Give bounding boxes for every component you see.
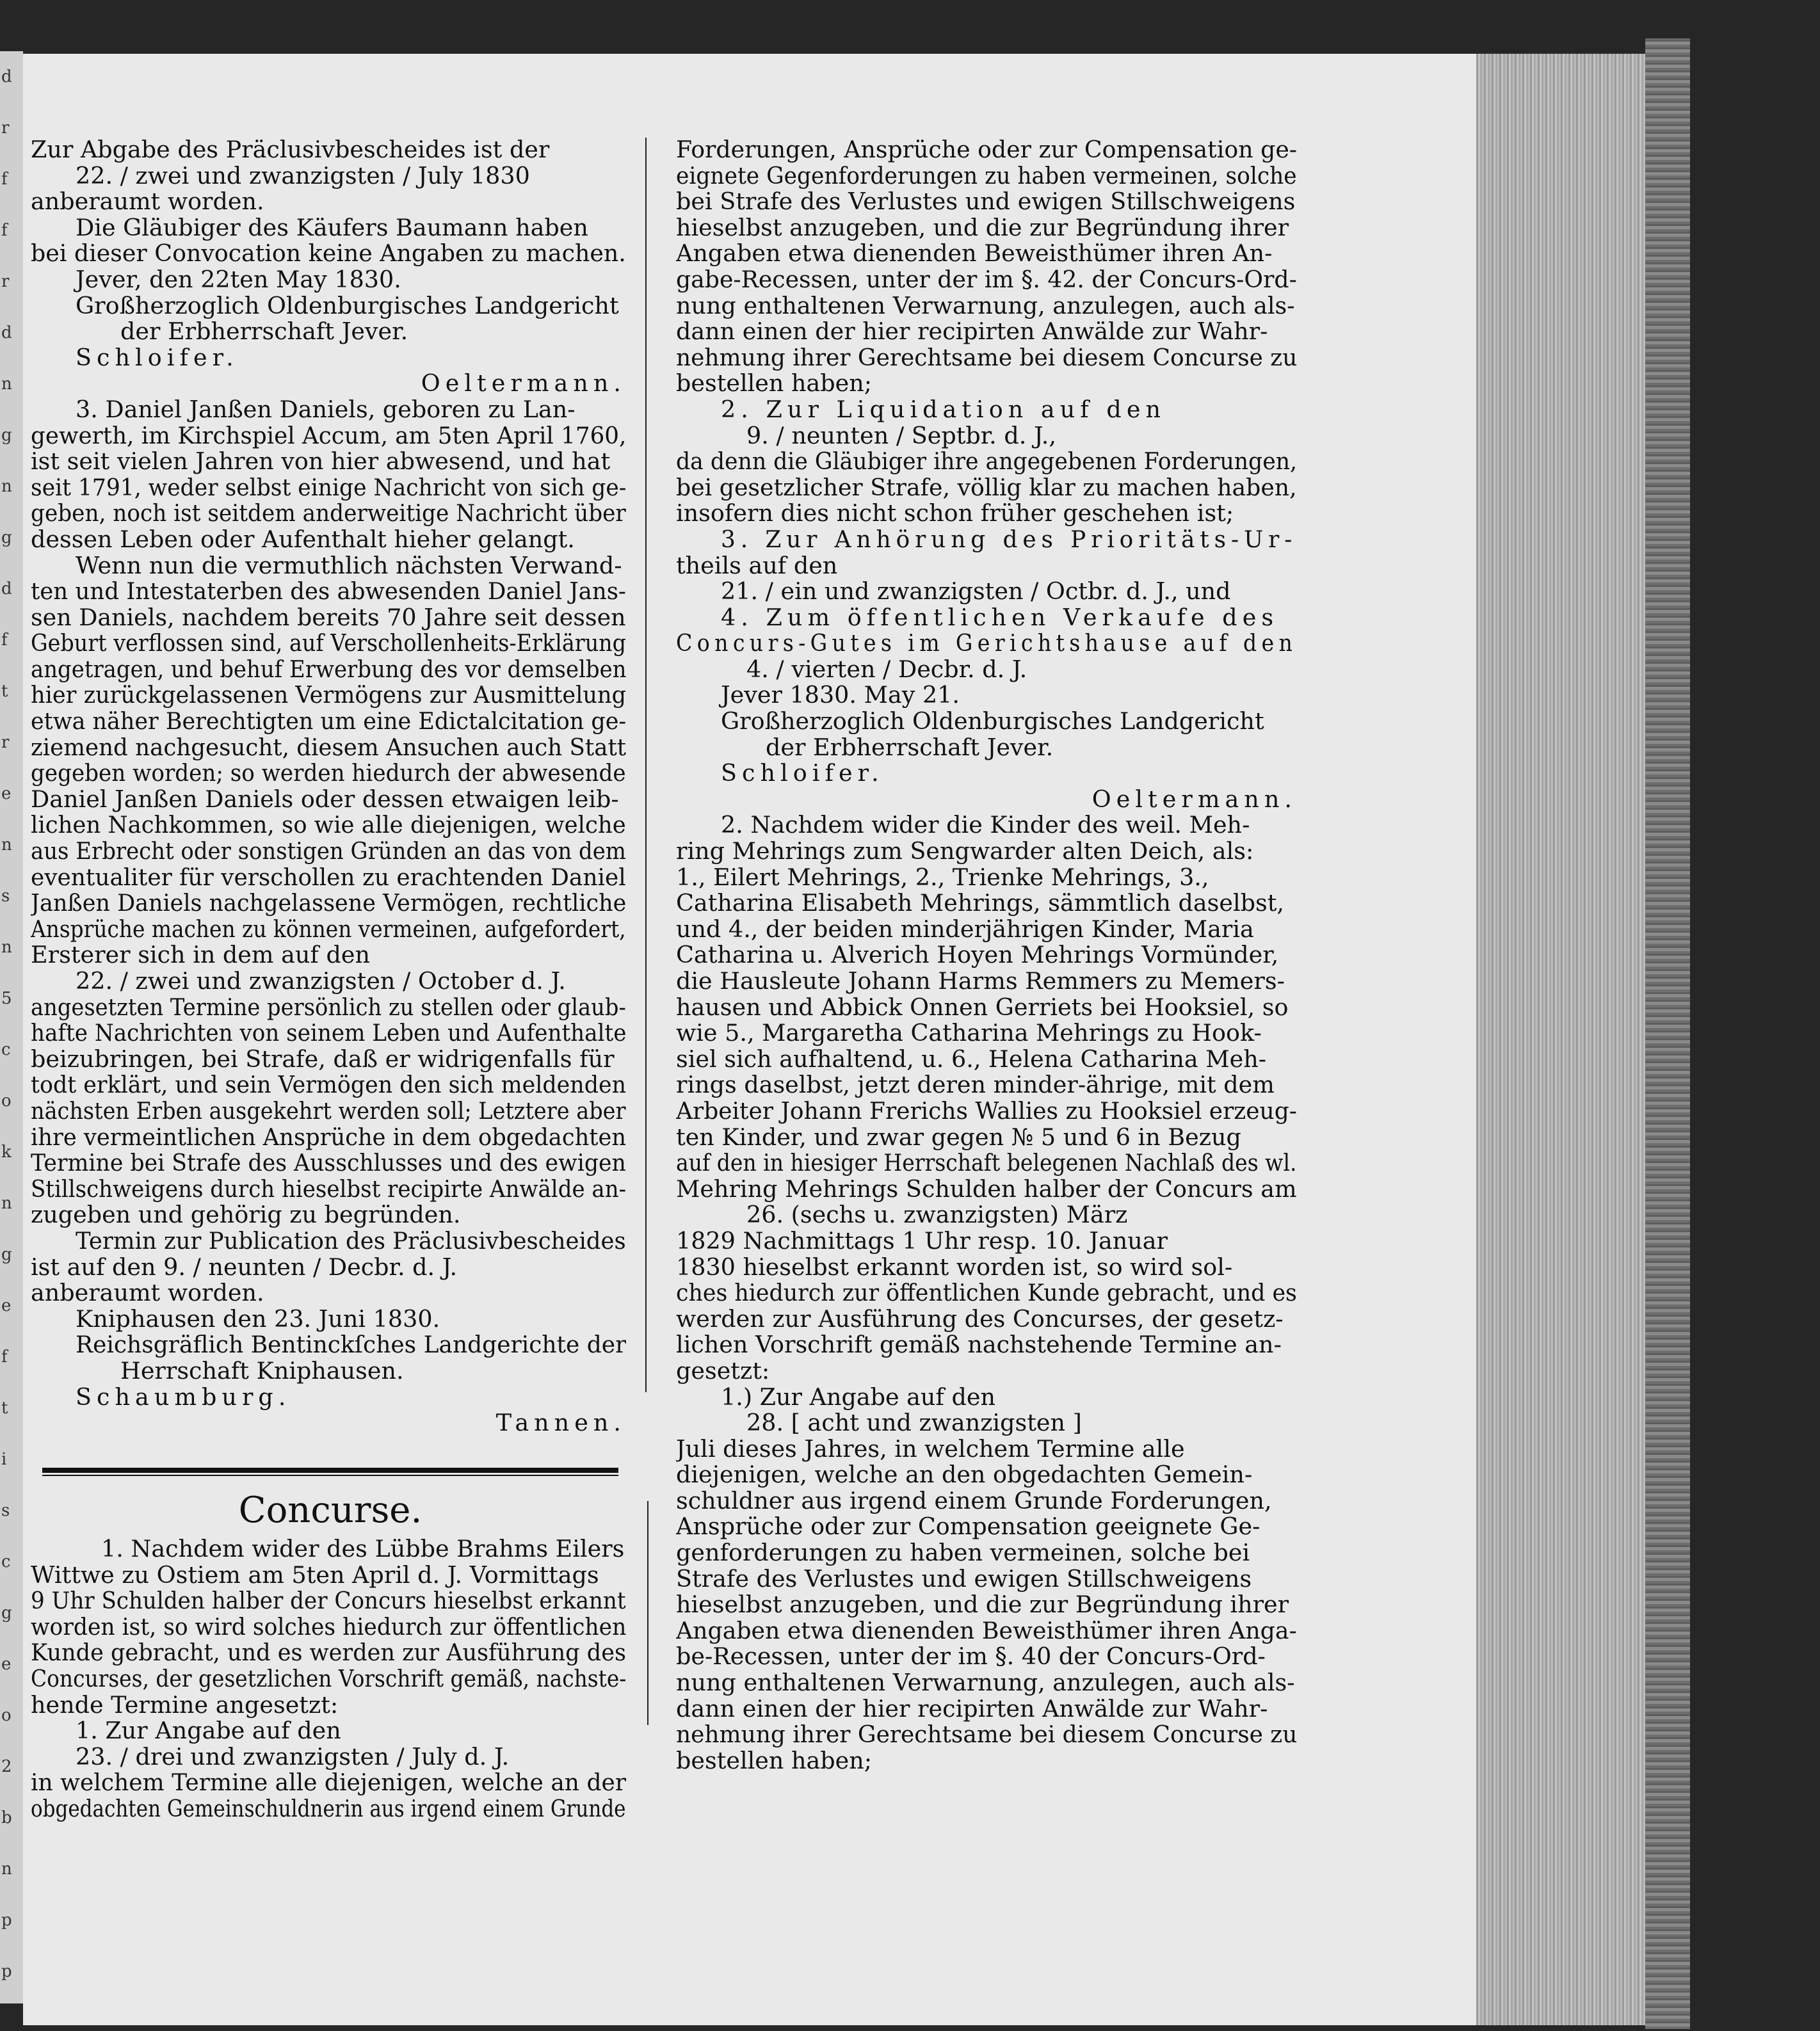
edge-letter: r — [1, 733, 10, 752]
text-line: schuldner aus irgend einem Grunde Forderungen, — [676, 1488, 1272, 1514]
text-line: 1. Nachdem wider des Lübbe Brahms Eilers — [101, 1536, 625, 1562]
text-line: nung enthaltenen Verwarnung, anzulegen, auch als- — [676, 1670, 1295, 1696]
text-line: obgedachten Gemeinschuldnerin aus irgend einem Grunde — [31, 1795, 626, 1822]
text-line: 21. / ein und zwanzigsten / Octbr. d. J., und — [721, 579, 1231, 605]
text-line: der Erbherrschaft Jever. — [766, 734, 1054, 761]
text-line: Strafe des Verlustes und ewigen Stillschweigens — [676, 1566, 1252, 1593]
edge-letter: d — [1, 579, 12, 598]
left-column — [31, 137, 626, 1436]
text-line: ist seit vielen Jahren von hier abwesend, und hat — [31, 449, 611, 475]
edge-letter: t — [1, 682, 8, 701]
text-line: todt erklärt, und sein Vermögen den sich meldenden — [31, 1072, 626, 1098]
edge-letter: s — [1, 1501, 10, 1520]
text-line: 1.) Zur Angabe auf den — [721, 1384, 995, 1411]
text-line: bestellen haben; — [676, 1747, 873, 1774]
edge-letter: f — [1, 1347, 8, 1367]
text-line: beizubringen, bei Strafe, daß er widrigenfalls für — [31, 1046, 615, 1073]
edge-letter: g — [1, 528, 12, 547]
edge-letter: g — [1, 1245, 12, 1264]
column-divider — [645, 138, 649, 1725]
text-line: 2. Zur Liquidation auf den — [721, 396, 1166, 423]
edge-letter: c — [1, 1040, 11, 1059]
text-line: angesetzten Termine persönlich zu stellen oder glaub- — [31, 994, 626, 1021]
text-line: anberaumt worden. — [31, 1280, 264, 1306]
edge-letter: r — [1, 118, 10, 138]
text-line: ring Mehrings zum Sengwarder alten Deich, als: — [676, 839, 1254, 865]
text-line: Stillschweigens durch hieselbst recipirte Anwälde an- — [31, 1176, 626, 1203]
text-line: hier zurückgelassenen Vermögens zur Ausmittelung — [31, 682, 626, 709]
text-line: theils auf den — [676, 552, 838, 579]
text-line: Concurs-Gutes im Gerichtshause auf den — [676, 630, 1297, 657]
text-line: worden ist, so wird solches hiedurch zur öffentlichen — [31, 1614, 626, 1641]
text-line: Jever 1830. May 21. — [721, 682, 960, 709]
edge-letter: r — [1, 272, 10, 291]
section-rule-thin — [42, 1475, 618, 1476]
text-line: 28. [ acht und zwanzigsten ] — [746, 1410, 1082, 1436]
edge-letter: o — [1, 1091, 12, 1111]
edge-letter: i — [1, 1450, 7, 1469]
text-line: hausen und Abbick Onnen Gerriets bei Hooksiel, so — [676, 994, 1289, 1021]
text-line: ten Kinder, und zwar gegen № 5 und 6 in Bezug — [676, 1124, 1241, 1151]
text-line: Großherzoglich Oldenburgisches Landgericht — [76, 293, 619, 319]
text-line: diejenigen, welche an den obgedachten Gemein- — [676, 1462, 1253, 1488]
edge-letter: n — [1, 938, 12, 957]
edge-letter: k — [1, 1143, 12, 1162]
text-line: Jever, den 22ten May 1830. — [76, 266, 401, 293]
text-line: Termine bei Strafe des Ausschlusses und des ewigen — [31, 1150, 626, 1176]
text-line: Juli dieses Jahres, in welchem Termine alle — [676, 1436, 1185, 1463]
right-column — [676, 137, 1297, 1774]
book-cover-edge — [1645, 38, 1690, 2029]
left-page-edge-text — [1, 51, 23, 2003]
text-line: 1. Zur Angabe auf den — [76, 1718, 341, 1744]
text-line: ihre vermeintlichen Ansprüche in dem obgedachten — [31, 1124, 626, 1151]
text-line: 9 Uhr Schulden halber der Concurs hieselbst erkannt — [31, 1588, 626, 1614]
text-line: bestellen haben; — [676, 371, 873, 397]
text-line: bei Strafe des Verlustes und ewigen Stillschweigens — [676, 189, 1296, 215]
edge-letter: f — [1, 630, 8, 650]
text-line: seit 1791, weder selbst einige Nachricht von sich ge- — [31, 474, 626, 501]
text-line: 22. / zwei und zwanzigsten / July 1830 — [76, 163, 530, 189]
text-line: 1., Eilert Mehrings, 2., Trienke Mehrings, 3., — [676, 864, 1209, 891]
text-line: anberaumt worden. — [31, 189, 264, 215]
text-line: Forderungen, Ansprüche oder zur Compensation ge- — [676, 137, 1297, 163]
text-line: Reichsgräflich Bentinckſches Landgerichte der — [76, 1332, 626, 1358]
page-stack-edge — [1476, 54, 1645, 2025]
text-line: gesetzt: — [676, 1358, 770, 1385]
text-line: 1830 hieselbst erkannt worden ist, so wird sol- — [676, 1254, 1233, 1281]
text-line: da denn die Gläubiger ihre angegebenen Forderungen, — [676, 449, 1297, 475]
text-line: Mehring Mehrings Schulden halber der Concurs am — [676, 1176, 1297, 1203]
text-line: hieselbst anzugeben, und die zur Begründung ihrer — [676, 214, 1289, 241]
text-line: nung enthaltenen Verwarnung, anzulegen, auch als- — [676, 293, 1295, 319]
text-line: nächsten Erben ausgekehrt werden soll; Letztere aber — [31, 1098, 626, 1125]
text-line: Zur Abgabe des Präclusivbescheides ist der — [31, 137, 550, 163]
text-line: die Hausleute Johann Harms Remmers zu Memers- — [676, 968, 1285, 995]
edge-letter: g — [1, 426, 12, 445]
text-line: eventualiter für verschollen zu erachtenden Daniel — [31, 864, 626, 891]
text-line: genforderungen zu haben vermeinen, solche bei — [676, 1540, 1250, 1566]
text-line: Angaben etwa dienenden Beweisthümer ihren Anga- — [676, 1618, 1297, 1644]
edge-letter: d — [1, 323, 12, 342]
text-line: der Erbherrschaft Jever. — [120, 319, 408, 345]
text-line: aus Erbrecht oder sonstigen Gründen an das von dem — [31, 839, 626, 865]
text-line: 3. Daniel Janßen Daniels, geboren zu Lan- — [76, 396, 576, 423]
text-line: Angaben etwa dienenden Beweisthümer ihren An- — [676, 241, 1273, 267]
text-line: nehmung ihrer Gerechtsame bei diesem Concurse zu — [676, 1722, 1297, 1748]
text-line: Ansprüche oder zur Compensation geeignete Ge- — [676, 1514, 1260, 1541]
text-line: Janßen Daniels nachgelassene Vermögen, rechtliche — [31, 890, 626, 917]
text-line: rings daselbst, jetzt deren minder-ährige, mit dem — [676, 1072, 1275, 1098]
edge-letter: c — [1, 1552, 11, 1571]
edge-letter: n — [1, 835, 12, 855]
text-line: Arbeiter Johann Frerichs Wallies zu Hooksiel erzeug- — [676, 1098, 1297, 1125]
text-line: Wittwe zu Ostiem am 5ten April d. J. Vormittags — [31, 1562, 599, 1589]
edge-letter: n — [1, 1859, 12, 1879]
edge-letter: s — [1, 887, 10, 906]
text-line: ziemend nachgesucht, diesem Ansuchen auch Statt — [31, 734, 626, 761]
text-line: Kniphausen den 23. Juni 1830. — [76, 1306, 440, 1333]
text-line: in welchem Termine alle diejenigen, welche an der — [31, 1770, 626, 1796]
text-line: gegeben worden; so werden hiedurch der abwesende — [31, 760, 626, 787]
text-line: gewerth, im Kirchspiel Accum, am 5ten April 1760, — [31, 422, 626, 449]
text-line: hafte Nachrichten von seinem Leben und Aufenthalte — [31, 1020, 626, 1047]
text-line: 23. / drei und zwanzigsten / July d. J. — [76, 1744, 510, 1770]
edge-letter: p — [1, 1911, 12, 1930]
text-line: werden zur Ausführung des Concurses, der gesetz- — [676, 1306, 1284, 1333]
text-line: Oeltermann. — [1091, 786, 1297, 813]
edge-letter: b — [1, 1808, 12, 1827]
text-line: gabe-Recessen, unter der im §. 42. der Concurs-Ord- — [676, 266, 1297, 293]
text-line: be-Recessen, unter der im §. 40 der Concurs-Ord- — [676, 1644, 1266, 1671]
text-line: Schloifer. — [76, 344, 239, 371]
text-line: lichen Nachkommen, so wie alle diejenigen, welche — [31, 812, 626, 839]
text-line: Schaumburg. — [76, 1384, 291, 1411]
text-line: Schloifer. — [721, 760, 884, 787]
text-line: Herrschaft Kniphausen. — [120, 1358, 404, 1385]
text-line: sen Daniels, nachdem bereits 70 Jahre seit dessen — [31, 604, 626, 631]
text-line: Catharina Elisabeth Mehrings, sämmtlich daselbst, — [676, 890, 1285, 917]
section-rule — [42, 1468, 618, 1473]
edge-letter: p — [1, 1962, 12, 1981]
text-line: zugeben und gehörig zu begründen. — [31, 1202, 461, 1228]
edge-letter: n — [1, 477, 12, 496]
left-column-concurse — [31, 1536, 626, 1822]
edge-letter: e — [1, 1296, 12, 1315]
text-line: 3. Zur Anhörung des Prioritäts-Ur- — [721, 526, 1297, 553]
text-line: dann einen der hier recipirten Anwälde zur Wahr- — [676, 319, 1268, 345]
text-line: Großherzoglich Oldenburgisches Landgericht — [721, 709, 1264, 735]
text-line: bei dieser Convocation keine Angaben zu machen. — [31, 241, 626, 267]
text-line: dessen Leben oder Aufenthalt hieher gelangt. — [31, 526, 575, 553]
text-line: insofern dies nicht schon früher geschehen ist; — [676, 501, 1234, 527]
text-line: 2. Nachdem wider die Kinder des weil. Meh- — [721, 812, 1250, 839]
text-line: etwa näher Berechtigten um eine Edictalcitation ge- — [31, 709, 626, 735]
text-line: ist auf den 9. / neunten / Decbr. d. J. — [31, 1254, 458, 1281]
text-line: siel sich aufhaltend, u. 6., Helena Catharina Meh- — [676, 1046, 1267, 1073]
edge-letter: o — [1, 1706, 12, 1725]
text-line: 4. Zum öffentlichen Verkaufe des — [721, 604, 1279, 631]
text-line: Die Gläubiger des Käufers Baumann haben — [76, 214, 588, 241]
edge-letter: e — [1, 1655, 12, 1674]
text-line: angetragen, und behuf Erwerbung des vor demselben — [31, 656, 626, 683]
text-line: wie 5., Margaretha Catharina Mehrings zu Hook- — [676, 1020, 1262, 1047]
text-line: 4. / vierten / Decbr. d. J. — [746, 656, 1027, 683]
text-line: eignete Gegenforderungen zu haben vermeinen, solche — [676, 163, 1297, 189]
edge-letter: 2 — [1, 1757, 12, 1776]
text-line: dann einen der hier recipirten Anwälde zur Wahr- — [676, 1696, 1268, 1722]
text-line: Ansprüche machen zu können vermeinen, aufgefordert, — [31, 916, 626, 943]
text-line: ches hiedurch zur öffentlichen Kunde gebracht, und es — [676, 1280, 1297, 1306]
edge-letter: f — [1, 170, 8, 189]
edge-letter: d — [1, 67, 12, 86]
edge-letter: n — [1, 1194, 12, 1213]
text-line: ten und Intestaterben des abwesenden Daniel Jans- — [31, 579, 626, 605]
text-line: Daniel Janßen Daniels oder dessen etwaigen leib- — [31, 786, 619, 813]
text-line: bei gesetzlicher Strafe, völlig klar zu machen haben, — [676, 474, 1297, 501]
text-line: Termin zur Publication des Präclusivbescheides — [76, 1228, 626, 1255]
text-line: Wenn nun die vermuthlich nächsten Verwand- — [76, 552, 622, 579]
text-line: hieselbst anzugeben, und die zur Begründung ihrer — [676, 1592, 1289, 1618]
text-line: Ersterer sich in dem auf den — [31, 942, 370, 968]
text-line: Tannen. — [495, 1410, 626, 1436]
edge-letter: e — [1, 784, 12, 803]
edge-letter: n — [1, 374, 12, 394]
text-line: geben, noch ist seitdem anderweitige Nachricht über — [31, 501, 626, 527]
text-line: 9. / neunten / Septbr. d. J., — [746, 422, 1056, 449]
text-line: lichen Vorschrift gemäß nachstehende Termine an- — [676, 1332, 1282, 1358]
edge-letter: f — [1, 221, 8, 240]
edge-letter: t — [1, 1399, 8, 1418]
text-line: Geburt verflossen sind, auf Verschollenheits-Erklärung — [31, 630, 626, 657]
concurse-heading: Concurse. — [238, 1489, 423, 1531]
text-line: Concurses, der gesetzlichen Vorschrift gemäß, nachste- — [31, 1666, 626, 1692]
text-line: Catharina u. Alverich Hoyen Mehrings Vormünder, — [676, 942, 1279, 968]
text-line: hende Termine angesetzt: — [31, 1692, 339, 1719]
text-line: Oeltermann. — [421, 371, 626, 397]
text-line: 22. / zwei und zwanzigsten / October d. J. — [76, 968, 566, 995]
text-line: 1829 Nachmittags 1 Uhr resp. 10. Januar — [676, 1228, 1168, 1255]
text-line: und 4., der beiden minderjährigen Kinder, Maria — [676, 916, 1254, 943]
text-line: 26. (sechs u. zwanzigsten) März — [746, 1202, 1128, 1228]
edge-letter: 5 — [1, 989, 12, 1008]
left-page-edge — [0, 51, 23, 2003]
edge-letter: g — [1, 1603, 12, 1623]
text-line: Kunde gebracht, und es werden zur Ausführung des — [31, 1640, 626, 1666]
text-line: auf den in hiesiger Herrschaft belegenen Nachlaß des wl. — [676, 1150, 1297, 1176]
text-line: nehmung ihrer Gerechtsame bei diesem Concurse zu — [676, 344, 1297, 371]
